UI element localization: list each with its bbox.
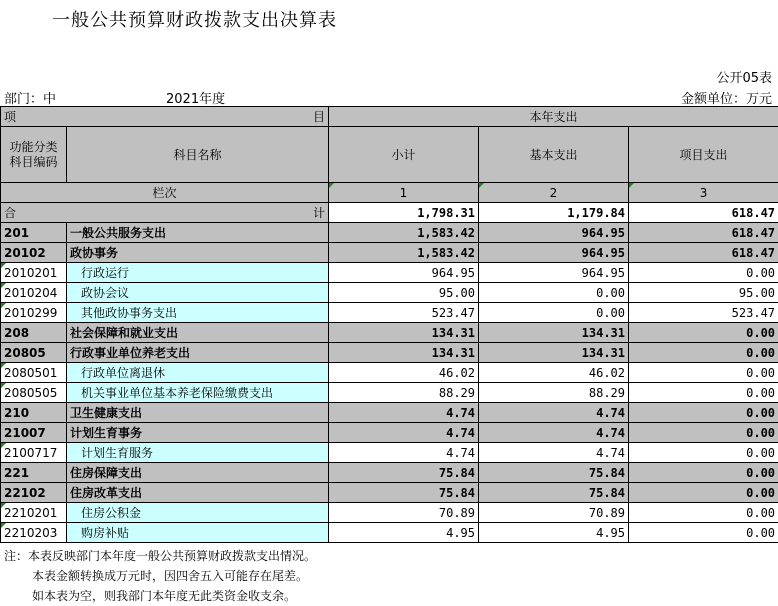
header-row-2	[1, 127, 778, 183]
row-project: 618.47	[629, 243, 778, 263]
row-name: 住房公积金	[67, 503, 329, 523]
row-basic: 4.74	[479, 423, 629, 443]
amount-unit: 金额单位：万元	[681, 88, 772, 107]
row-code: 2080505	[1, 383, 67, 403]
table-row	[1, 423, 778, 443]
row-name: 住房保障支出	[67, 463, 329, 483]
col-index-2: 2	[479, 183, 629, 203]
code-header-line2: 科目编码	[4, 155, 63, 170]
row-code: 221	[1, 463, 67, 483]
total-ji: 计	[313, 204, 325, 221]
note-3: 如本表为空，则我部门本年度无此类资金收支余。	[4, 586, 316, 606]
col-index-1: 1	[329, 183, 479, 203]
row-subtotal: 4.74	[329, 443, 479, 463]
row-project: 0.00	[629, 403, 778, 423]
total-row	[1, 203, 778, 223]
row-code: 20102	[1, 243, 67, 263]
row-basic: 134.31	[479, 323, 629, 343]
row-name: 政协会议	[67, 283, 329, 303]
row-subtotal: 1,583.42	[329, 223, 479, 243]
row-basic: 964.95	[479, 243, 629, 263]
row-code: 2010201	[1, 263, 67, 283]
row-code: 2100717	[1, 443, 67, 463]
row-project: 0.00	[629, 383, 778, 403]
note-2: 本表金额转换成万元时，因四舍五入可能存在尾差。	[4, 566, 316, 586]
data-rows	[1, 223, 778, 543]
row-name: 卫生健康支出	[67, 403, 329, 423]
row-name: 行政事业单位养老支出	[67, 343, 329, 363]
row-project: 0.00	[629, 483, 778, 503]
row-code: 2080501	[1, 363, 67, 383]
page-title: 一般公共预算财政拨款支出决算表	[52, 6, 337, 32]
row-project: 523.47	[629, 303, 778, 323]
table-row	[1, 483, 778, 503]
row-basic: 75.84	[479, 463, 629, 483]
row-code: 210	[1, 403, 67, 423]
note-1: 注：本表反映部门本年度一般公共预算财政拨款支出情况。	[4, 546, 316, 566]
row-subtotal: 4.74	[329, 403, 479, 423]
row-basic: 70.89	[479, 503, 629, 523]
row-code: 2010299	[1, 303, 67, 323]
row-basic: 964.95	[479, 223, 629, 243]
row-basic: 964.95	[479, 263, 629, 283]
total-label	[1, 203, 329, 223]
annual-expense-header: 本年支出	[329, 107, 778, 127]
name-header: 科目名称	[67, 127, 329, 183]
fiscal-year: 2021年度	[166, 88, 225, 107]
row-project: 0.00	[629, 463, 778, 483]
table-row	[1, 343, 778, 363]
table-row	[1, 463, 778, 483]
row-project: 0.00	[629, 363, 778, 383]
row-subtotal: 964.95	[329, 263, 479, 283]
row-subtotal: 70.89	[329, 503, 479, 523]
total-he: 合	[4, 206, 16, 220]
table-row	[1, 383, 778, 403]
row-basic: 46.02	[479, 363, 629, 383]
row-subtotal: 46.02	[329, 363, 479, 383]
col-index-3: 3	[629, 183, 778, 203]
row-code: 22102	[1, 483, 67, 503]
row-basic: 4.95	[479, 523, 629, 543]
row-subtotal: 75.84	[329, 483, 479, 503]
total-subtotal: 1,798.31	[329, 203, 479, 223]
row-name: 行政运行	[67, 263, 329, 283]
row-name: 其他政协事务支出	[67, 303, 329, 323]
row-project: 95.00	[629, 283, 778, 303]
row-project: 0.00	[629, 323, 778, 343]
row-name: 社会保障和就业支出	[67, 323, 329, 343]
table-row	[1, 303, 778, 323]
table-row	[1, 283, 778, 303]
row-project: 0.00	[629, 423, 778, 443]
lanci-label: 栏次	[1, 183, 329, 203]
header-row-1	[1, 107, 778, 127]
row-code: 208	[1, 323, 67, 343]
row-subtotal: 75.84	[329, 463, 479, 483]
mu-label: 目	[313, 108, 325, 125]
table-row	[1, 243, 778, 263]
row-basic: 88.29	[479, 383, 629, 403]
row-basic: 0.00	[479, 303, 629, 323]
notes	[4, 546, 316, 606]
lanci-row	[1, 183, 778, 203]
total-project: 618.47	[629, 203, 778, 223]
xiang-mu-header	[1, 107, 329, 127]
row-name: 行政单位离退休	[67, 363, 329, 383]
code-header-line1: 功能分类	[4, 140, 63, 155]
row-name: 政协事务	[67, 243, 329, 263]
row-basic: 0.00	[479, 283, 629, 303]
table-row	[1, 323, 778, 343]
row-name: 购房补贴	[67, 523, 329, 543]
row-basic: 134.31	[479, 343, 629, 363]
row-project: 0.00	[629, 523, 778, 543]
row-project: 0.00	[629, 443, 778, 463]
row-code: 20805	[1, 343, 67, 363]
row-project: 0.00	[629, 263, 778, 283]
row-code: 21007	[1, 423, 67, 443]
row-basic: 75.84	[479, 483, 629, 503]
row-code: 2210203	[1, 523, 67, 543]
row-subtotal: 1,583.42	[329, 243, 479, 263]
basic-header: 基本支出	[479, 127, 629, 183]
table-row	[1, 263, 778, 283]
row-project: 618.47	[629, 223, 778, 243]
expenditure-table	[0, 106, 778, 543]
row-name: 计划生育事务	[67, 423, 329, 443]
row-project: 0.00	[629, 503, 778, 523]
table-row	[1, 223, 778, 243]
row-subtotal: 95.00	[329, 283, 479, 303]
total-basic: 1,179.84	[479, 203, 629, 223]
table-row	[1, 363, 778, 383]
row-code: 201	[1, 223, 67, 243]
department-label: 部门：中	[4, 88, 56, 107]
row-name: 一般公共服务支出	[67, 223, 329, 243]
row-name: 住房改革支出	[67, 483, 329, 503]
table-row	[1, 443, 778, 463]
form-number: 公开05表	[716, 67, 772, 86]
row-subtotal: 88.29	[329, 383, 479, 403]
row-subtotal: 134.31	[329, 343, 479, 363]
row-basic: 4.74	[479, 403, 629, 423]
row-basic: 4.74	[479, 443, 629, 463]
xiang-label: 项	[4, 110, 16, 124]
row-code: 2010204	[1, 283, 67, 303]
row-code: 2210201	[1, 503, 67, 523]
row-project: 0.00	[629, 343, 778, 363]
code-header	[1, 127, 67, 183]
row-name: 计划生育服务	[67, 443, 329, 463]
project-header: 项目支出	[629, 127, 778, 183]
table-row	[1, 403, 778, 423]
row-name: 机关事业单位基本养老保险缴费支出	[67, 383, 329, 403]
row-subtotal: 134.31	[329, 323, 479, 343]
table-row	[1, 503, 778, 523]
row-subtotal: 523.47	[329, 303, 479, 323]
table-row	[1, 523, 778, 543]
row-subtotal: 4.74	[329, 423, 479, 443]
row-subtotal: 4.95	[329, 523, 479, 543]
subtotal-header: 小计	[329, 127, 479, 183]
